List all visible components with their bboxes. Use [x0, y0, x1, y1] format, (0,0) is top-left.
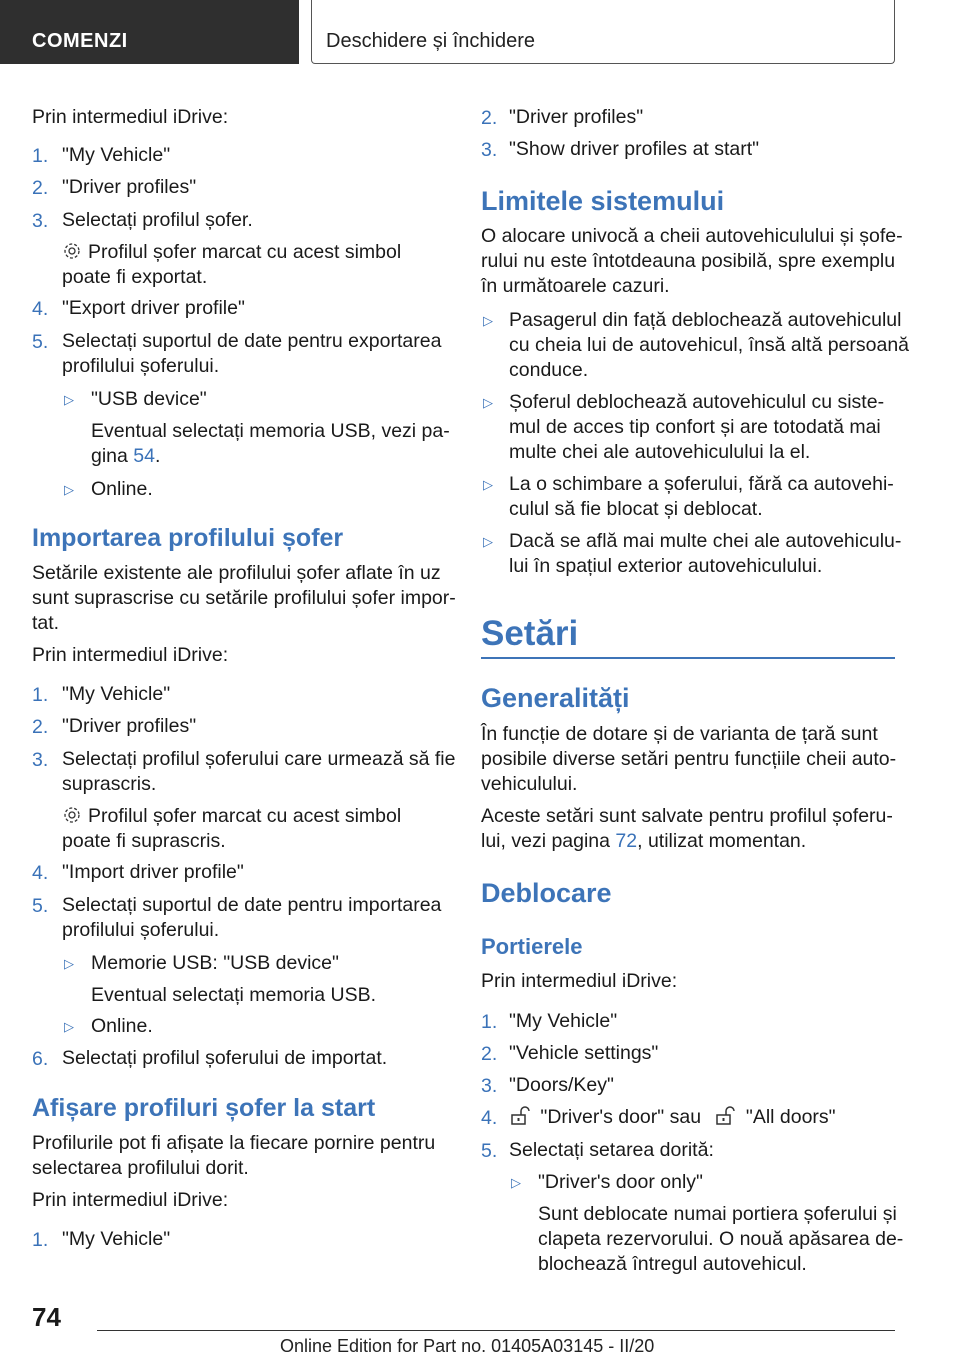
step-number: 2. [32, 177, 49, 199]
option-note: blochează întregul autovehicul. [538, 1253, 807, 1275]
note: Profilul șofer marcat cu acest simbol [62, 240, 401, 265]
page-link[interactable]: 54 [133, 445, 155, 467]
bullet-text: Pasagerul din față deblochează autovehiculul [509, 309, 902, 331]
section-heading: Deblocare [481, 878, 612, 908]
option-note: gina 54. [91, 445, 161, 467]
gear-icon [62, 805, 82, 825]
section-tab [0, 0, 299, 64]
subsection-heading: Portierele [481, 934, 583, 959]
paragraph: Profilurile pot fi afișate la fiecare pornire pentru [32, 1132, 436, 1154]
paragraph: în următoarele cazuri. [481, 275, 670, 297]
triangle-bullet-icon: ▷ [483, 395, 493, 410]
step-number: 5. [32, 895, 49, 917]
heading-rule [481, 657, 895, 659]
option-text: Online. [91, 478, 153, 500]
paragraph: lui, vezi pagina 72, utilizat momentan. [481, 830, 807, 852]
triangle-bullet-icon: ▷ [483, 313, 493, 328]
bullet-text: mul de acces tip confort și are totodată mai [509, 416, 881, 438]
step-text: "My Vehicle" [509, 1010, 618, 1032]
triangle-bullet-icon: ▷ [483, 477, 493, 492]
step-text: Selectați profilul șofer. [62, 209, 253, 231]
bullet-text: multe chei ale autovehiculului la el. [509, 441, 811, 463]
unlock-icon [509, 1106, 531, 1126]
step-number: 1. [32, 1229, 49, 1251]
triangle-bullet-icon: ▷ [64, 956, 74, 971]
paragraph: posibile diverse setări pentru funcțiile cheii auto- [481, 748, 897, 770]
paragraph: Prin intermediul iDrive: [32, 1189, 229, 1211]
option-text: "USB device" [91, 388, 207, 410]
paragraph: Prin intermediul iDrive: [32, 106, 229, 128]
step-text: "Vehicle settings" [509, 1042, 659, 1064]
page-number: 74 [32, 1302, 61, 1332]
step-number: 4. [32, 298, 49, 320]
section-title: COMENZI [32, 30, 128, 52]
bullet-text: cu cheia lui de autovehicul, însă altă persoană [509, 334, 910, 356]
option-note: clapeta rezervorului. O nouă apăsarea de- [538, 1228, 904, 1250]
step-number: 4. [481, 1107, 498, 1129]
triangle-bullet-icon: ▷ [511, 1175, 521, 1190]
step-text: Selectați suportul de date pentru exportarea [62, 330, 442, 352]
paragraph: Aceste setări sunt salvate pentru profilul șoferu- [481, 805, 893, 827]
gear-icon [62, 241, 82, 261]
step-text: "My Vehicle" [62, 683, 171, 705]
paragraph: rului nu este întotdeauna posibilă, spre exemplu [481, 250, 896, 272]
step-text: "My Vehicle" [62, 144, 171, 166]
step-text: "Driver's door" sau "All doors" [509, 1105, 836, 1130]
note: poate fi exportat. [62, 266, 208, 288]
bullet-text: Șoferul deblochează autovehiculul cu siste- [509, 391, 885, 413]
section-heading: Generalități [481, 683, 630, 713]
footer-edition: Online Edition for Part no. 01405A03145 - II/20 [280, 1336, 655, 1356]
section-heading: Importarea profilului șofer [32, 524, 344, 552]
step-text: "Driver profiles" [62, 715, 197, 737]
unlock-icon [714, 1106, 736, 1126]
section-heading: Limitele sistemului [481, 186, 725, 216]
paragraph: Setările existente ale profilului șofer aflate în uz [32, 562, 441, 584]
step-text: suprascris. [62, 773, 157, 795]
triangle-bullet-icon: ▷ [64, 482, 74, 497]
note: Profilul șofer marcat cu acest simbol [62, 804, 401, 829]
paragraph: În funcție de dotare și de varianta de țară sunt [481, 723, 878, 745]
paragraph: vehiculului. [481, 773, 578, 795]
option-text: "Driver's door only" [538, 1171, 703, 1193]
step-text: Selectați profilul șoferului de importat. [62, 1047, 388, 1069]
step-number: 3. [32, 210, 49, 232]
bullet-text: culul să fie blocat și deblocat. [509, 498, 763, 520]
paragraph: tat. [32, 612, 60, 634]
option-note: Sunt deblocate numai portiera șoferului și [538, 1203, 897, 1225]
step-number: 3. [481, 139, 498, 161]
option-text: Memorie USB: "USB device" [91, 952, 339, 974]
chapter-title: Deschidere și închidere [326, 30, 535, 52]
step-number: 5. [481, 1140, 498, 1162]
paragraph: selectarea profilului dorit. [32, 1157, 249, 1179]
step-text: Selectați setarea dorită: [509, 1139, 714, 1161]
bullet-text: lui în spațiul exterior autovehiculului. [509, 555, 823, 577]
step-number: 1. [32, 684, 49, 706]
step-text: "Show driver profiles at start" [509, 138, 760, 160]
step-text: "Doors/Key" [509, 1074, 614, 1096]
step-text: "My Vehicle" [62, 1228, 171, 1250]
step-text: profilului șoferului. [62, 355, 220, 377]
step-text: "Import driver profile" [62, 861, 244, 883]
option-text: Online. [91, 1015, 153, 1037]
step-number: 2. [32, 716, 49, 738]
section-heading: Afișare profiluri șofer la start [32, 1094, 376, 1122]
step-number: 1. [32, 145, 49, 167]
step-text: "Driver profiles" [62, 176, 197, 198]
bullet-text: La o schimbare a șoferului, fără ca autovehi- [509, 473, 894, 495]
triangle-bullet-icon: ▷ [483, 534, 493, 549]
step-number: 3. [481, 1075, 498, 1097]
step-number: 5. [32, 331, 49, 353]
step-text: "Driver profiles" [509, 106, 644, 128]
step-text: profilului șoferului. [62, 919, 220, 941]
step-number: 4. [32, 862, 49, 884]
bullet-text: Dacă se află mai multe chei ale autovehiculu- [509, 530, 902, 552]
chapter-tab [311, 0, 895, 64]
paragraph: O alocare univocă a cheii autovehiculului și șofe- [481, 225, 903, 247]
paragraph: Prin intermediul iDrive: [481, 970, 678, 992]
page-link[interactable]: 72 [615, 830, 638, 852]
step-number: 2. [481, 1043, 498, 1065]
option-note: Eventual selectați memoria USB, vezi pa- [91, 420, 450, 442]
bullet-text: conduce. [509, 359, 589, 381]
step-number: 6. [32, 1048, 49, 1070]
chapter-heading: Setări [481, 614, 579, 653]
footer-rule [97, 1330, 895, 1331]
note: poate fi suprascris. [62, 830, 226, 852]
paragraph: sunt suprascrise cu setările profilului șofer impor- [32, 587, 456, 609]
step-text: Selectați profilul șoferului care urmează să fie [62, 748, 456, 770]
triangle-bullet-icon: ▷ [64, 392, 74, 407]
option-note: Eventual selectați memoria USB. [91, 984, 377, 1006]
step-number: 3. [32, 749, 49, 771]
step-text: Selectați suportul de date pentru importarea [62, 894, 442, 916]
step-text: "Export driver profile" [62, 297, 245, 319]
triangle-bullet-icon: ▷ [64, 1019, 74, 1034]
step-number: 2. [481, 107, 498, 129]
paragraph: Prin intermediul iDrive: [32, 644, 229, 666]
step-number: 1. [481, 1011, 498, 1033]
